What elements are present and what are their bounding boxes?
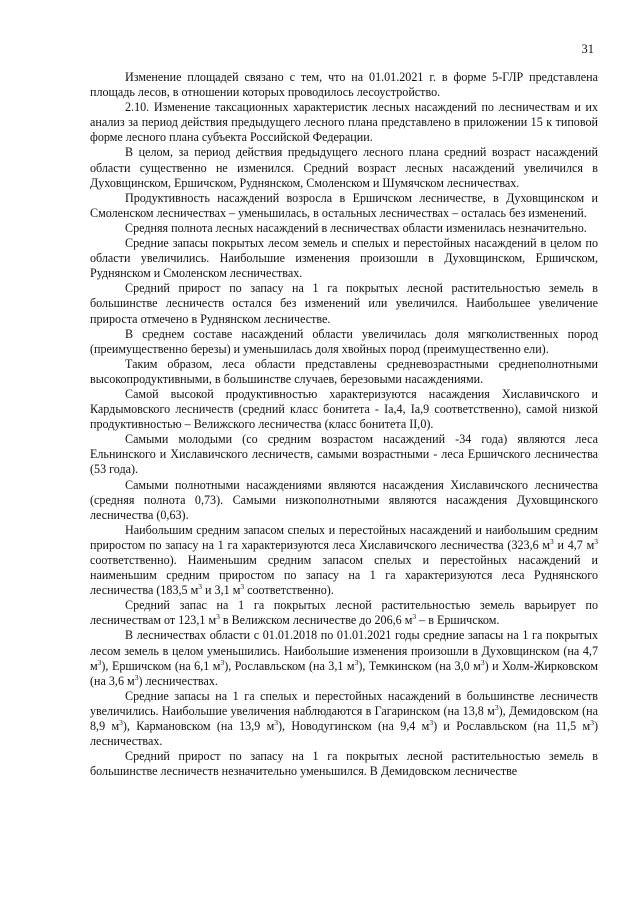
paragraph-text: Таким образом, леса области представлены средневозрастными среднеполнотными высокопродуктивными, в большинстве случаев, березовыми насаждениями. [90, 356, 598, 386]
superscript-exponent: 3 [216, 612, 220, 622]
paragraph [90, 281, 598, 326]
paragraph-text: ), Кармановском (на 13,9 м [122, 719, 275, 734]
paragraph-text: ) и Рославльском (на 11,5 м [433, 719, 591, 734]
paragraph-text: Изменение площадей связано с тем, что на 01.01.2021 г. в форме 5-ГЛР представлена площадь лесов, в отношении которых проводилось лесоустройство. [90, 70, 598, 100]
document-body [90, 70, 598, 779]
paragraph [90, 70, 598, 100]
paragraph-text: Самой высокой продуктивностью характеризуются насаждения Хиславичского и Кардымовского лесничеств (средний класс бонитета - Iа,4, Iа,9 соответственно), самой низкой продуктивностью – Велижского лесничества (класс бонитета II,0). [90, 386, 598, 432]
paragraph-text: ) лесничествах. [138, 673, 218, 688]
paragraph-text: 2.10. Изменение таксационных характеристик лесных насаждений по лесничествам и их анализ за период действия предыдущего лесного плана представлено в приложении 15 к типовой форме лесного плана субъекта Российской Федерации. [90, 100, 598, 145]
paragraph [90, 628, 598, 688]
paragraph-text: Средние запасы покрытых лесом земель и спелых и перестойных насаждений в целом по области увеличились. Наибольшие изменения произошли в Духовщинском, Ершичском, Руднянском и Смоленском лесничествах. [90, 236, 598, 281]
paragraph-text: Самыми полнотными насаждениями являются насаждения Хиславичского лесничества (средняя полнота 0,73). Самыми низкополнотными являются насаждения Духовщинского лесничества (0,63). [90, 477, 598, 522]
paragraph [90, 221, 598, 236]
paragraph [90, 236, 598, 281]
paragraph [90, 478, 598, 523]
paragraph-text: – в Ершичском. [416, 613, 500, 628]
paragraph-text: соответственно). [244, 583, 334, 598]
paragraph [90, 387, 598, 432]
paragraph [90, 357, 598, 387]
superscript-exponent: 3 [198, 582, 203, 592]
paragraph-text: Самыми молодыми (со средним возрастом насаждений -34 года) являются леса Ельнинского и Хиславичского лесничеств, самыми возрастными - леса Ершичского лесничества (53 года). [90, 432, 598, 477]
superscript-exponent: 3 [429, 718, 434, 727]
superscript-exponent: 3 [590, 718, 594, 727]
paragraph [90, 523, 598, 598]
superscript-exponent: 3 [97, 657, 102, 667]
paragraph-text: ) лесничествах. [90, 719, 598, 749]
paragraph-text: ) и Холм-Жирковском (на 3,6 м [90, 658, 599, 688]
paragraph-text: ), Рославльском (на 3,1 м [224, 658, 355, 673]
paragraph [90, 598, 598, 628]
paragraph-text: Наибольшим средним запасом спелых и перестойных насаждений и наибольшим средним приростом по запасу на 1 га характеризуются леса Хиславичского лесничества (323,6 м [90, 522, 598, 552]
superscript-exponent: 3 [119, 718, 123, 727]
paragraph-text: Средняя полнота лесных насаждений в лесничествах области изменилась незначительно. [125, 220, 587, 235]
paragraph-text: и 3,1 м [202, 583, 241, 598]
superscript-exponent: 3 [354, 657, 359, 667]
paragraph [90, 145, 598, 190]
superscript-exponent: 3 [240, 582, 245, 592]
paragraph [90, 432, 598, 477]
superscript-exponent: 3 [594, 536, 598, 546]
paragraph [90, 749, 598, 779]
paragraph [90, 100, 598, 145]
paragraph-text: В среднем составе насаждений области увеличилась доля мягколиственных пород (преимущественно березы) и уменьшилась доля хвойных пород (преимущественно ели). [90, 326, 598, 356]
paragraph-text: Продуктивность насаждений возросла в Ершичском лесничестве, в Духовщинском и Смоленском лесничествах – уменьшилась, в остальных лесничествах – осталась без изменений. [90, 190, 598, 220]
paragraph-text: Средний запас на 1 га покрытых лесной растительностью земель варьирует по лесничествам от 123,1 м [90, 598, 598, 628]
superscript-exponent: 3 [494, 702, 499, 712]
paragraph-text: ), Демидовском (на 8,9 м [90, 703, 598, 734]
paragraph-text: ), Ершичском (на 6,1 м [101, 658, 221, 673]
superscript-exponent: 3 [220, 657, 225, 667]
paragraph-text: ), Темкинском (на 3,0 м [358, 658, 481, 673]
paragraph-text: Средние запасы на 1 га спелых и перестойных насаждений в большинстве лесничеств увеличились. Наибольшие увеличения наблюдаются в Гагаринском (на 13,8 м [90, 688, 598, 718]
superscript-exponent: 3 [480, 657, 485, 667]
superscript-exponent: 3 [134, 672, 139, 682]
superscript-exponent: 3 [412, 612, 417, 622]
superscript-exponent: 3 [550, 536, 554, 546]
paragraph-text: Средний прирост по запасу на 1 га покрытых лесной растительностью земель в большинстве лесничеств незначительно уменьшился. В Демидовском лесничестве [90, 749, 598, 779]
paragraph-text: соответственно). Наименьшим средним запасом спелых и перестойных насаждений и наименьшим средним приростом по запасу на 1 га характеризуются леса Руднянского лесничества (183,5 м [90, 553, 598, 598]
paragraph [90, 327, 598, 357]
paragraph-text: ), Новодугинском (на 9,4 м [278, 719, 430, 734]
paragraph [90, 191, 598, 221]
paragraph-text: В целом, за период действия предыдущего лесного плана средний возраст насаждений области существенно не изменился. Средний возраст лесных насаждений увеличился в Духовщинском, Ершичском, Руднянском, Смоленском и Шумячском лесничествах. [90, 145, 598, 190]
paragraph-text: и 4,7 м [553, 537, 595, 552]
paragraph-text: в Велижском лесничестве до 206,6 м [219, 613, 413, 628]
paragraph-text: Средний прирост по запасу на 1 га покрытых лесной растительностью земель в большинстве лесничеств остался без изменений или увеличился. Наибольшее увеличение прироста отмечено в Руднянском лесничестве. [90, 281, 598, 326]
paragraph-text: В лесничествах области с 01.01.2018 по 01.01.2021 годы средние запасы на 1 га покрытых лесом земель в целом уменьшились. Наибольшие изменения произошли в Духовщинском (на 4,7 м [90, 628, 598, 673]
paragraph [90, 689, 598, 749]
superscript-exponent: 3 [274, 718, 278, 727]
page-number: 31 [581, 42, 594, 56]
